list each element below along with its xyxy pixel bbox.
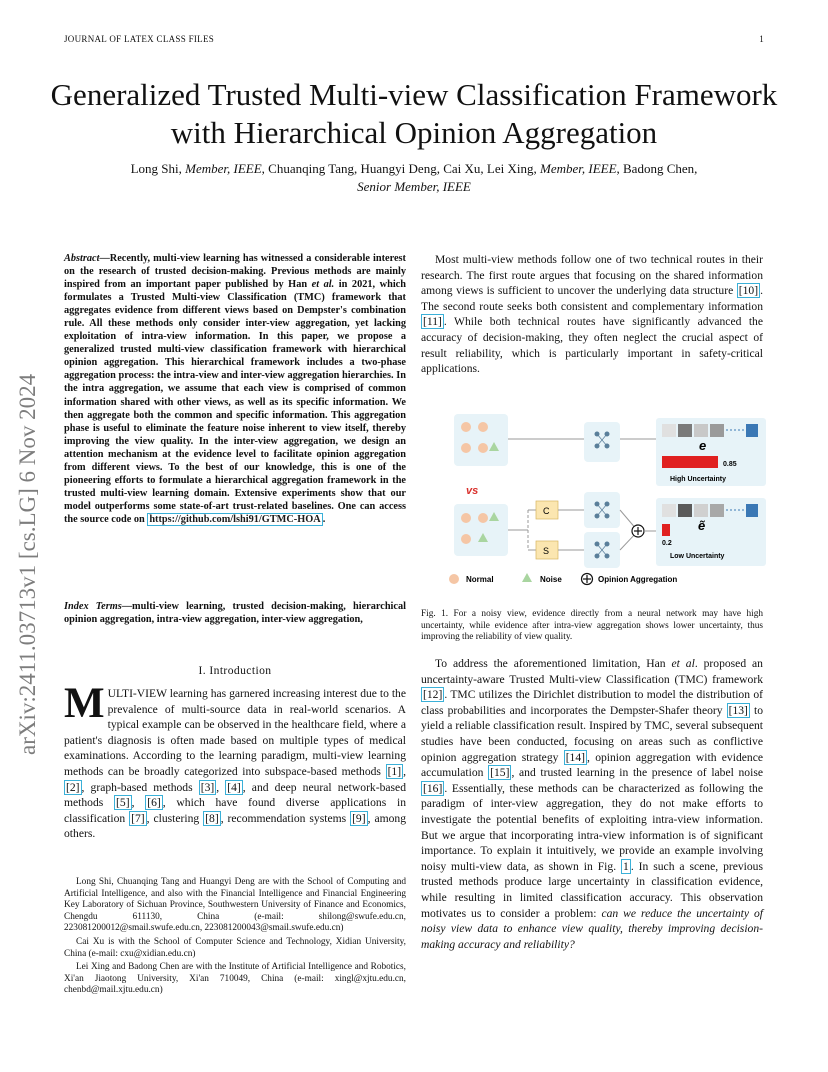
author-affil: Member, IEEE <box>185 161 262 176</box>
evidence-cell <box>678 424 692 437</box>
figure-ref-link[interactable]: 1 <box>623 859 629 873</box>
body-text: , and trusted learning in the presence of label noise <box>511 766 763 780</box>
uncertainty-value-high: 0.85 <box>723 461 737 468</box>
author-affil: Member, IEEE <box>539 161 617 176</box>
body-text: Most multi-view methods follow one of two technical routes in their research. The first route argues that focusing on the shared information among views is sufficient to uncover the underlying data structure <box>421 253 763 298</box>
abstract-text: . <box>322 513 326 525</box>
index-terms <box>64 600 406 626</box>
citation-link[interactable]: [11] <box>423 315 442 329</box>
author-text: , Badong Chen, <box>616 161 698 176</box>
citation-link[interactable]: [16] <box>423 781 443 795</box>
abstract-etal: et al. <box>311 279 335 291</box>
uncertainty-value-low: 0.2 <box>662 540 672 547</box>
noisy-view-panel <box>454 504 508 556</box>
citation-link[interactable]: [1] <box>387 764 402 778</box>
abstract-label: Abstract <box>64 253 100 264</box>
normal-sample-icon <box>478 422 488 432</box>
intro-text: , recommendation systems <box>220 811 351 825</box>
evidence-cell <box>694 504 708 517</box>
high-uncertainty-label: High Uncertainty <box>670 476 727 483</box>
body-text: to yield a reliable classification result. Inspired by TMC, several subsequent studies have been conducted, focusing on areas such as conflictive opinion aggregation strategy <box>421 703 763 764</box>
research-question: can we reduce the uncertainty of noisy view data to enhance view quality, thereby improving decision-making accuracy and reliability? <box>421 906 763 951</box>
arxiv-stamp <box>15 295 51 755</box>
body-text: . Essentially, these methods can be characterized as following the paradigm of inter-view aggregation, they do not make efforts to investigate the potential benefits of exploiting intra-view information. But we argue that incorporating intra-view information is of significant importance. To explain it intuitively, we provide an example involving noisy multi-view data, as shown in Fig. <box>421 781 763 873</box>
index-terms-text: —multi-view learning, trusted decision-making, hierarchical opinion aggregation, intra-view aggregation, inter-view aggregation, <box>64 601 406 626</box>
citation-link[interactable]: [13] <box>728 703 748 717</box>
index-terms-label: Index Terms <box>64 601 122 612</box>
common-info-label: C <box>543 506 550 516</box>
code-link[interactable]: https://github.com/lshi91/GTMC-HOA <box>149 513 321 525</box>
body-text: . The second route seeks both consistent and complementary information <box>421 284 763 313</box>
page-number: 1 <box>759 34 764 44</box>
abstract-text: —Recently, multi-view learning has witnessed a considerable interest on the research of trusted decision-making. Previous methods are mainly inspired from an important paper published by Han <box>64 253 406 291</box>
body-text: . proposed an uncertainty-aware Trusted Multi-view Classification (TMC) framework <box>421 657 763 686</box>
evidence-cell <box>678 504 692 517</box>
citation-link[interactable]: [2] <box>66 780 80 794</box>
citation-link[interactable]: [9] <box>352 811 366 825</box>
paper-title: Generalized Trusted Multi-view Classification Framework with Hierarchical Opinion Aggregation <box>50 77 778 150</box>
running-header: JOURNAL OF LATEX CLASS FILES <box>64 34 215 44</box>
evidence-label-e-tilde: ẽ <box>698 518 706 533</box>
intro-text: , clustering <box>146 811 204 825</box>
footnote: Cai Xu is with the School of Computer Science and Technology, Xidian University, China (e-mail: cxu@xidian.edu.cn) <box>64 936 406 959</box>
intro-text: , graph-based methods <box>81 780 199 794</box>
section-heading: I. Introduction <box>198 664 272 677</box>
intro-paragraph <box>64 680 406 842</box>
vs-label: vs <box>466 485 479 497</box>
arxiv-id: arXiv:2411.03713v1 [cs.LG] 6 Nov 2024 <box>15 373 40 755</box>
encoder-panel <box>584 422 620 462</box>
normal-sample-icon <box>461 534 471 544</box>
figure-1 <box>432 414 766 594</box>
citation-link[interactable]: [12] <box>423 688 443 702</box>
normal-view-panel <box>454 414 508 466</box>
body-text: . While both technical routes have significantly advanced the accuracy of decision-making, they often neglect the crucial aspect of result reliability, which is particularly important in safety-critical applications. <box>421 315 763 376</box>
legend-opinion-label: Opinion Aggregation <box>598 575 678 584</box>
dropcap: M <box>64 680 105 727</box>
evidence-cell <box>694 424 708 437</box>
author-list <box>60 160 768 196</box>
evidence-label-e: e <box>699 438 707 453</box>
evidence-cell <box>710 504 724 517</box>
abstract <box>64 252 406 526</box>
footnote: Lei Xing and Badong Chen are with the Institute of Artificial Intelligence and Robotics, Xi'an Jiaotong University, Xi'an 710049, China (e-mail: xingl@xjtu.edu.cn, chenbd@mail.xjtu.edu.cn) <box>64 962 406 996</box>
citation-link[interactable]: [14] <box>565 750 586 764</box>
specific-info-label: S <box>543 546 550 556</box>
citation-link[interactable]: [5] <box>116 796 130 810</box>
citation-link[interactable]: [6] <box>147 796 161 810</box>
citation-link[interactable]: [15] <box>490 766 510 780</box>
figure-caption: Fig. 1. For a noisy view, evidence directly from a neural network may have high uncertainty, while evidence after intra-view aggregation shows lower uncertainty, thus improving the reliability of view quality. <box>421 609 763 643</box>
author-affil: Senior Member, IEEE <box>357 179 471 194</box>
right-paragraph-1 <box>421 252 763 377</box>
intro-text: , <box>403 764 406 778</box>
intro-text: , and deep neural network-based methods <box>64 780 406 810</box>
legend-noise-label: Noise <box>540 575 562 584</box>
citation-link[interactable]: [10] <box>738 284 759 298</box>
body-etal: et al <box>671 657 695 670</box>
evidence-cell <box>746 424 758 437</box>
intro-text: learning has garnered increasing interest due to the prevalence of multi-source data in real-world scenarios. A typical example can be observed in the healthcare field, where a patient's diagnosis is often made based on multiple types of medical examinations. According to the learning paradigm, multi-view learning methods can be broadly categorized into subspace-based methods <box>64 687 406 778</box>
intro-text: , among others. <box>64 811 406 841</box>
abstract-text: in 2021, which formulates a Trusted Multi-view Classification (TMC) framework that aggregates evidence from different views based on Dempster's combination rule. All these methods only consider inter-view aggregation, yet lacking exploitation of intra-view information. In this paper, we propose a generalized trusted multi-view classification framework with hierarchical opinion aggregation. This hierarchical framework includes a two-phase aggregation process: the intra-view and inter-view aggregation hierarchies. In the intra aggregation, we assume that each view is comprised of common information shared with other views, as well as its specific information. We then aggregate both the common and specific information. This aggregation phase is useful to eliminate the feature noise inherent to view itself, thereby improving the view quality. In the inter-view aggregation, we design an attention mechanism at the evidence level to facilitate opinion aggregation from different views. To the best of our knowledge, this is one of the pioneering efforts to formulate a hierarchical aggregation framework in the trusted multi-view learning domain. Extensive experiments show that our model outperforms some state-of-art trust-related baselines. One can access the source code on <box>64 279 406 525</box>
footnote: Long Shi, Chuanqing Tang and Huangyi Deng are with the School of Computing and Artificial Intelligence, and also with the Financial Intelligence and Financial Engineering Key Laboratory of Sichuan Province, Southwestern University of Finance and Economics, Chengdu 611130, China (e-mail: shilong@swufe.edu.cn, 223081200012@smail.swufe.edu.cn, 223081200043@smail.swufe.edu.cn) <box>64 877 406 934</box>
citation-link[interactable]: [8] <box>205 811 219 825</box>
footnotes <box>64 877 406 999</box>
right-paragraph-2 <box>421 656 763 952</box>
low-uncertainty-label: Low Uncertainty <box>670 553 725 560</box>
author-text: , Chuanqing Tang, Huangyi Deng, Cai Xu, Lei Xing, <box>261 161 540 176</box>
evidence-cell <box>710 424 724 437</box>
author-text: Long Shi, <box>130 161 186 176</box>
legend-normal-label: Normal <box>466 575 494 584</box>
normal-sample-icon <box>461 513 471 523</box>
body-text: . In such a scene, previous trusted methods produce large uncertainty in classification evidence, while resulting in limited classification accuracy. This observation motivates us to consider a problem: <box>421 859 763 920</box>
uncertainty-bar-high <box>662 456 718 468</box>
citation-link[interactable]: [3] <box>200 780 215 794</box>
normal-sample-icon <box>461 422 471 432</box>
normal-sample-icon <box>461 443 471 453</box>
uncertainty-bar-low <box>662 524 670 536</box>
intro-text: , <box>131 796 146 810</box>
evidence-cell <box>662 504 676 517</box>
normal-sample-icon <box>478 443 488 453</box>
body-text: To address the aforementioned limitation, Han <box>435 657 672 670</box>
evidence-cell <box>746 504 758 517</box>
body-text: , opinion aggregation with evidence accumulation <box>421 750 763 780</box>
body-text: . TMC utilizes the Dirichlet distribution to model the distribution of class probabilities and incorporates the Dempster-Shafer theory <box>421 688 763 717</box>
normal-sample-icon <box>478 513 488 523</box>
legend-noise-icon <box>522 573 532 582</box>
evidence-cell <box>662 424 676 437</box>
citation-link[interactable]: [4] <box>227 780 241 794</box>
intro-text: , which have found diverse applications in classification <box>64 796 406 825</box>
legend-normal-icon <box>449 574 459 584</box>
intro-text: , <box>216 780 226 794</box>
citation-link[interactable]: [7] <box>131 811 145 825</box>
intro-lead: ULTI-VIEW <box>107 687 167 700</box>
